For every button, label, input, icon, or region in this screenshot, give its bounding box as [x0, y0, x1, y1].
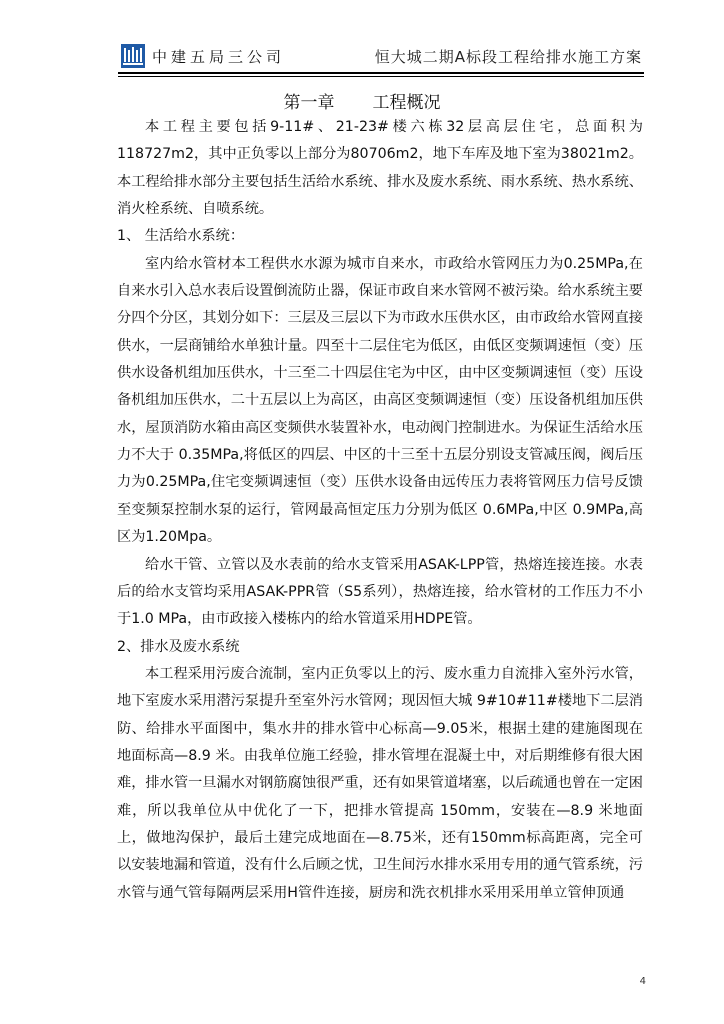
header-rule-thin: [118, 76, 644, 77]
company-name: 中建五局三公司: [152, 48, 286, 66]
section-heading: 1、 生活给水系统：: [117, 228, 245, 245]
chapter-heading: [0, 88, 724, 113]
page-header: [118, 44, 644, 78]
paragraph: 给水干管、立管以及水表前的给水支管采用ASAK-LPP管，热熔连接连接。水表后的给水支管均采用ASAK-PPR管（S5系列），热熔连接，给水管材的工作压力不小于1.0 MPa，由市政接入楼栋内的给水管道采用HDPE管。: [117, 556, 643, 628]
paragraph: 本工程主要包括9-11#、21-23#楼六栋32层高层住宅，总面积为118727m2，其中正负零以上部分为80706m2，地下车库及地下室为38021m2。本工程给排水部分主要包括生活给水系统、排水及废水系统、雨水系统、热水系统、消火栓系统、自喷系统。: [117, 119, 643, 218]
section-heading: 2、排水及废水系统: [117, 638, 240, 655]
body-text: [117, 114, 643, 907]
project-title: 恒大城二期A标段工程给排水施工方案: [374, 48, 642, 66]
chapter-title: 工程概况: [372, 93, 441, 113]
company-logo-icon: [121, 44, 145, 68]
header-rule-thick: [118, 72, 644, 74]
page-number: 4: [639, 976, 646, 987]
paragraph: 室内给水管材本工程供水水源为城市自来水，市政给水管网压力为0.25MPa,在自来水引入总水表后设置倒流防止器，保证市政自来水管网不被污染。给水系统主要分四个分区，其划分如下：三层及三层以下为市政水压供水区，由市政给水管网直接供水，一层商铺给水单独计量。四至十二层住宅为低区，由低区变频调速恒（变）压供水设备机组加压供水，十三至二十四层住宅为中区，由中区变频调速恒（变）压设备机组加压供水，二十五层以上为高区，由高区变频调速恒（变）压设备机组加压供水，屋顶消防水箱由高区变频供水装置补水，电动阀门控制进水。为保证生活给水压力不大于 0.35MPa,将低区的四层、中区的十三至十五层分别设支管减压阀，阀后压力为0.25MPa,住宅变频调速恒（变）压供水设备由远传压力表将管网压力信号反馈至变频泵控制水泵的运行，管网最高恒定压力分别为低区 0.6MPa,中区 0.9MPa,高区为1.20Mpa。: [117, 255, 643, 546]
paragraph: 本工程采用污废合流制，室内正负零以上的污、废水重力自流排入室外污水管，地下室废水采用潜污泵提升至室外污水管网；现因恒大城 9#10#11#楼地下二层消防、给排水平面图中，集水井的排水管中心标高—9.05米，根据土建的建施图现在地面标高—8.9 米。由我单位施工经验，排水管埋在混凝土中，对后期维修有很大困难，排水管一旦漏水对钢筋腐蚀很严重，还有如果管道堵塞，以后疏通也曾在一定困难，所以我单位从中优化了一下，把排水管提高 150mm，安装在—8.9 米地面上，做地沟保护，最后土建完成地面在—8.75米，还有150mm标高距离，完全可以安装地漏和管道，没有什么后顾之忧，卫生间污水排水采用专用的通气管系统，污水管与通气管每隔两层采用H管件连接，厨房和洗衣机排水采用采用单立管伸顶通: [117, 665, 643, 901]
chapter-number: 第一章: [283, 93, 335, 113]
